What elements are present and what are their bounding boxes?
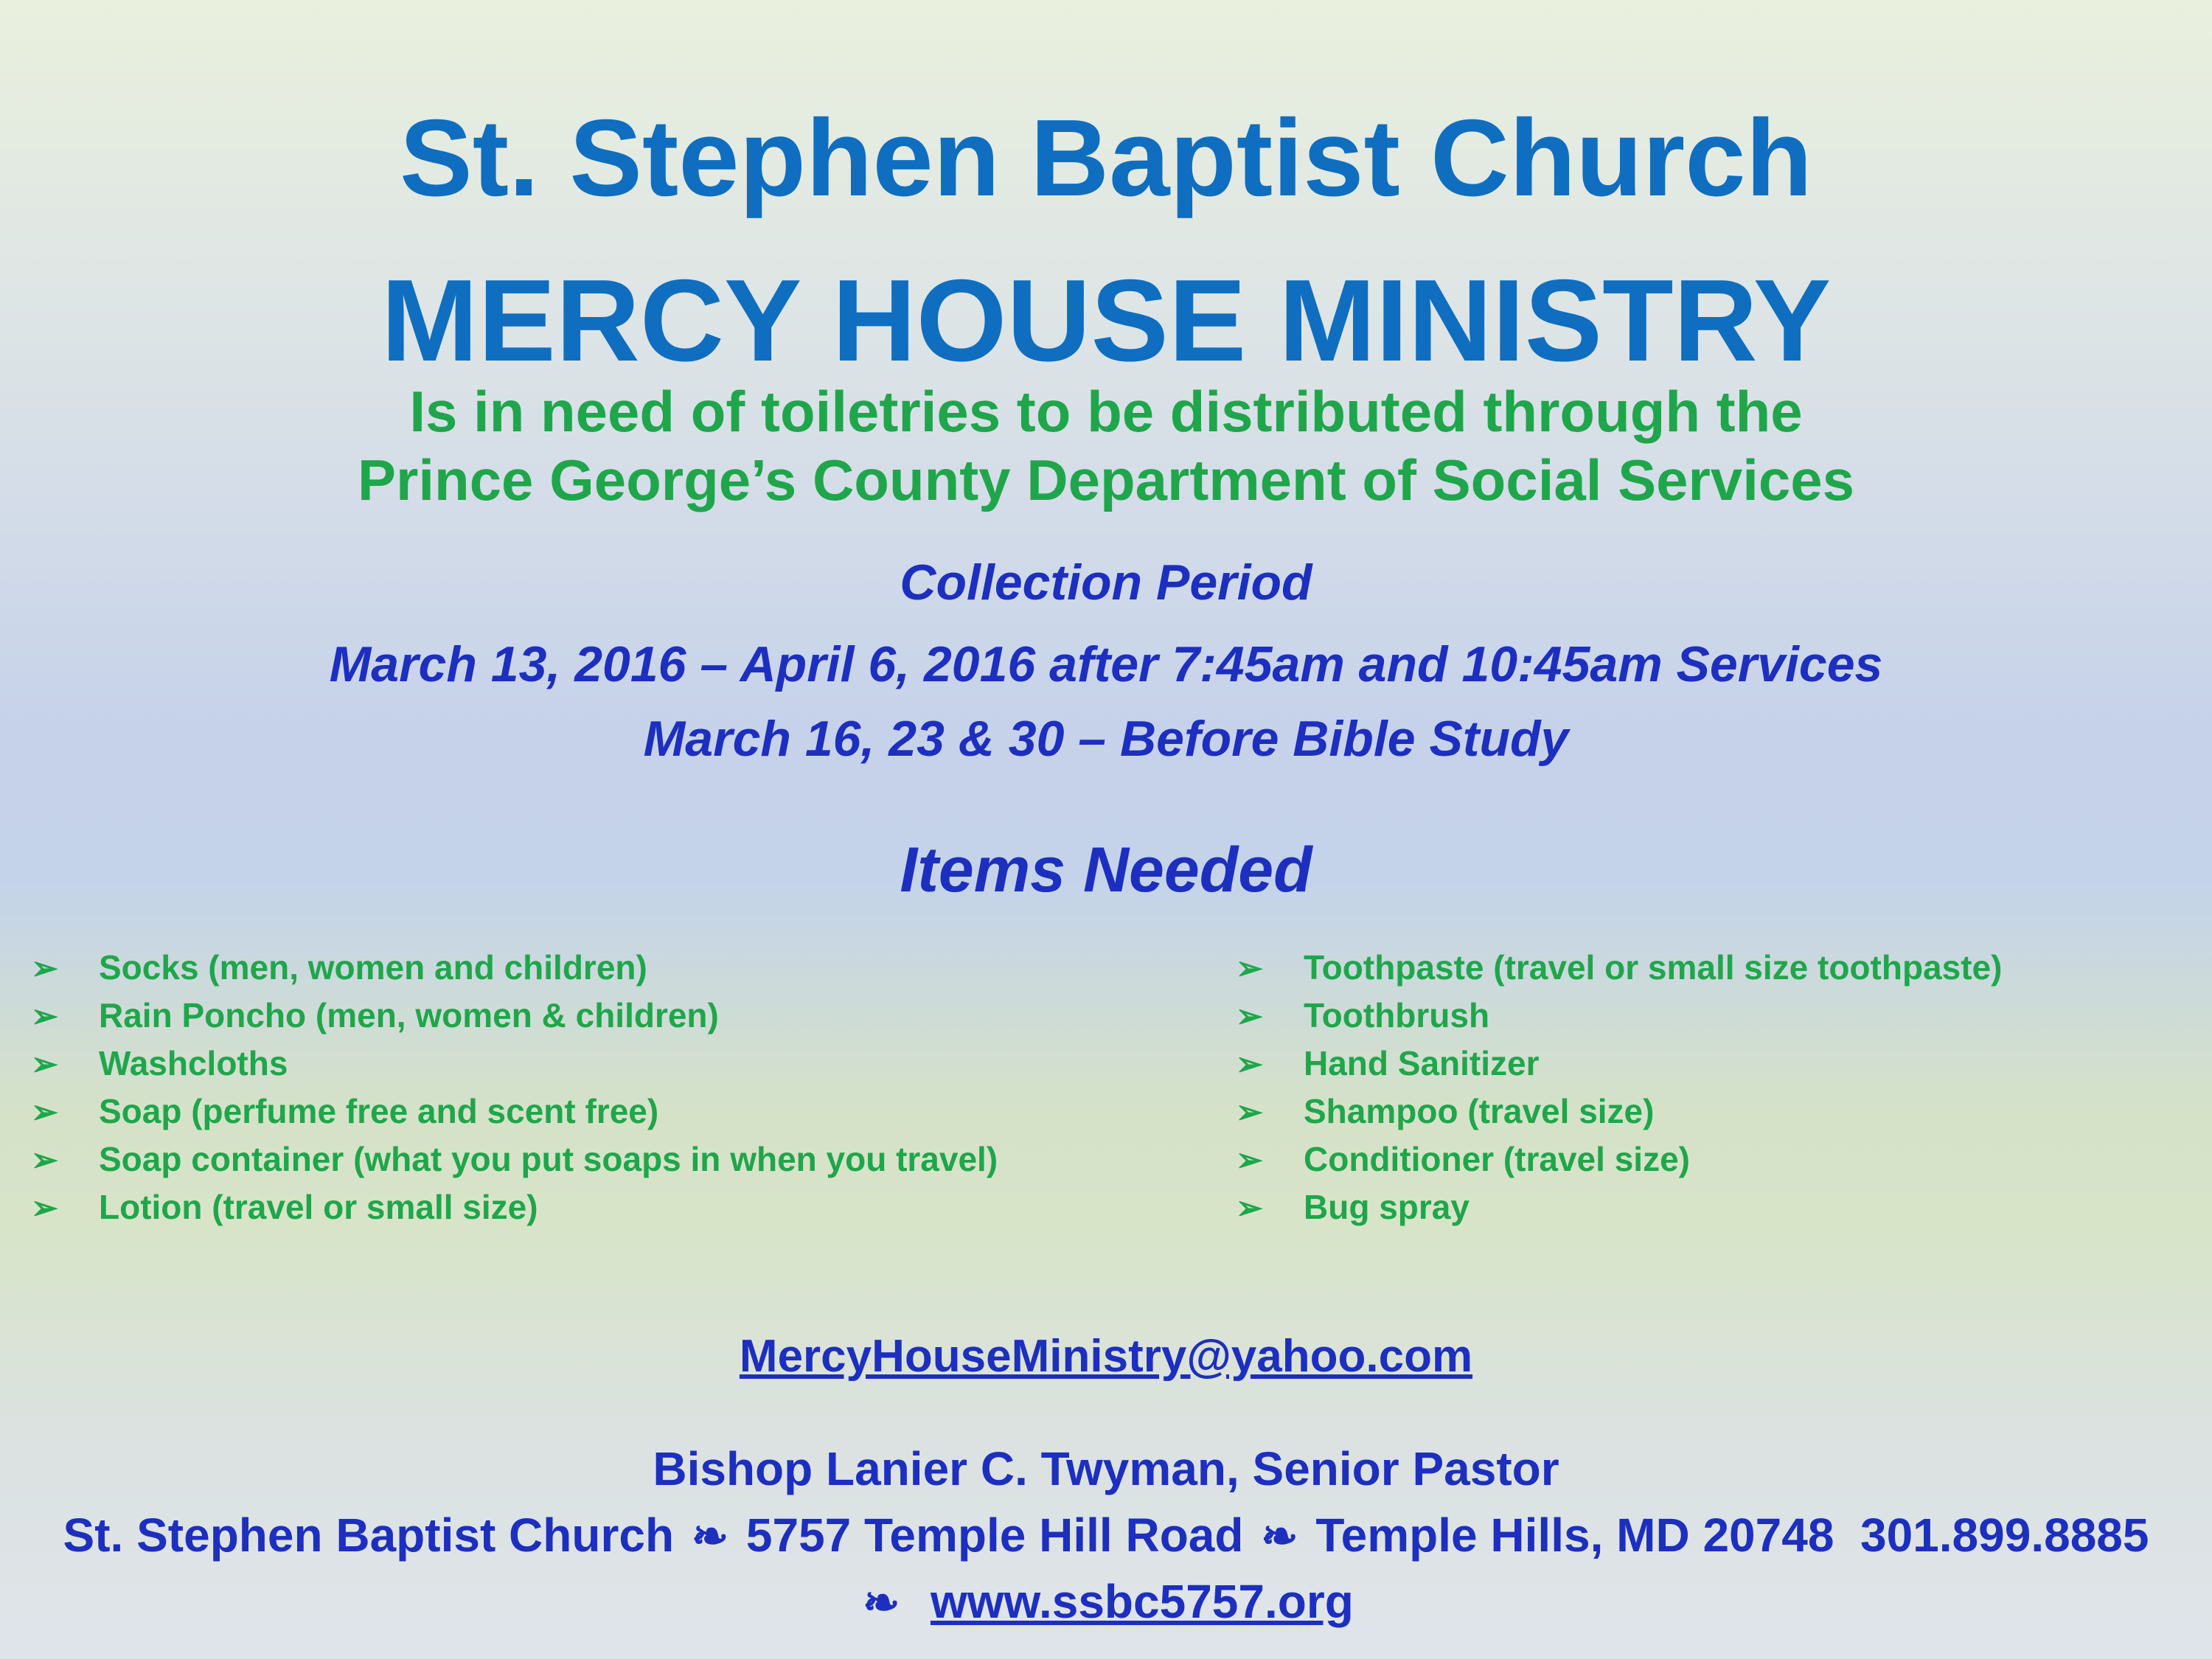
city-state-zip: Temple Hills, MD 20748: [1315, 1509, 1834, 1562]
list-item: ➢ Conditioner (travel size): [1236, 1135, 2002, 1183]
need-line-2: Prince George’s County Department of Social Services: [357, 448, 1855, 512]
arrow-bullet-icon: ➢: [1236, 998, 1263, 1034]
list-item: ➢ Soap (perfume free and scent free): [31, 1088, 998, 1135]
ornament-icon: ❧: [691, 1512, 729, 1561]
website-row: [0, 1572, 2212, 1632]
arrow-bullet-icon: ➢: [31, 950, 58, 987]
list-item: ➢ Washcloths: [31, 1040, 998, 1088]
arrow-bullet-icon: ➢: [31, 1046, 58, 1082]
list-item: ➢ Bug spray: [1236, 1183, 2002, 1231]
list-item: ➢ Lotion (travel or small size): [31, 1183, 998, 1231]
arrow-bullet-icon: ➢: [1236, 1190, 1263, 1226]
pastor-line: Bishop Lanier C. Twyman, Senior Pastor: [653, 1442, 1559, 1495]
collection-heading: Collection Period: [900, 554, 1312, 611]
arrow-bullet-icon: ➢: [31, 998, 58, 1034]
need-line-1: Is in need of toiletries to be distributed through the: [409, 379, 1803, 444]
items-list-left: [31, 944, 998, 1231]
street-address: 5757 Temple Hill Road: [745, 1509, 1244, 1562]
website-link[interactable]: www.ssbc5757.org: [930, 1575, 1354, 1628]
collection-dates-1: March 13, 2016 – April 6, 2016 after 7:45am and 10:45am Services: [329, 636, 1883, 692]
collection-dates-2: March 16, 23 & 30 – Before Bible Study: [643, 711, 1569, 767]
ornament-icon: ❧: [1261, 1512, 1298, 1561]
items-heading: Items Needed: [900, 835, 1312, 905]
list-item: ➢ Toothpaste (travel or small size toothpaste): [1236, 944, 2002, 992]
list-item: ➢ Socks (men, women and children): [31, 944, 998, 992]
email-link[interactable]: MercyHouseMinistry@yahoo.com: [739, 1331, 1473, 1382]
arrow-bullet-icon: ➢: [1236, 1094, 1263, 1130]
items-list-right: [1236, 944, 2002, 1231]
church-title: St. Stephen Baptist Church: [400, 97, 1812, 219]
arrow-bullet-icon: ➢: [31, 1142, 58, 1178]
phone-number: 301.899.8885: [1860, 1509, 2149, 1562]
list-item: ➢ Toothbrush: [1236, 992, 2002, 1040]
address-line: [0, 1506, 2212, 1566]
list-item: ➢ Hand Sanitizer: [1236, 1040, 2002, 1088]
arrow-bullet-icon: ➢: [1236, 1142, 1263, 1178]
arrow-bullet-icon: ➢: [31, 1190, 58, 1226]
arrow-bullet-icon: ➢: [31, 1094, 58, 1130]
arrow-bullet-icon: ➢: [1236, 1046, 1263, 1082]
email-row: [0, 1327, 2212, 1386]
ornament-icon: ❧: [863, 1578, 900, 1627]
list-item: ➢ Rain Poncho (men, women & children): [31, 992, 998, 1040]
list-item: ➢ Soap container (what you put soaps in when you travel): [31, 1135, 998, 1183]
arrow-bullet-icon: ➢: [1236, 950, 1263, 987]
ministry-title: MERCY HOUSE MINISTRY: [380, 256, 1832, 386]
church-name-footer: St. Stephen Baptist Church: [63, 1509, 675, 1562]
list-item: ➢ Shampoo (travel size): [1236, 1088, 2002, 1135]
